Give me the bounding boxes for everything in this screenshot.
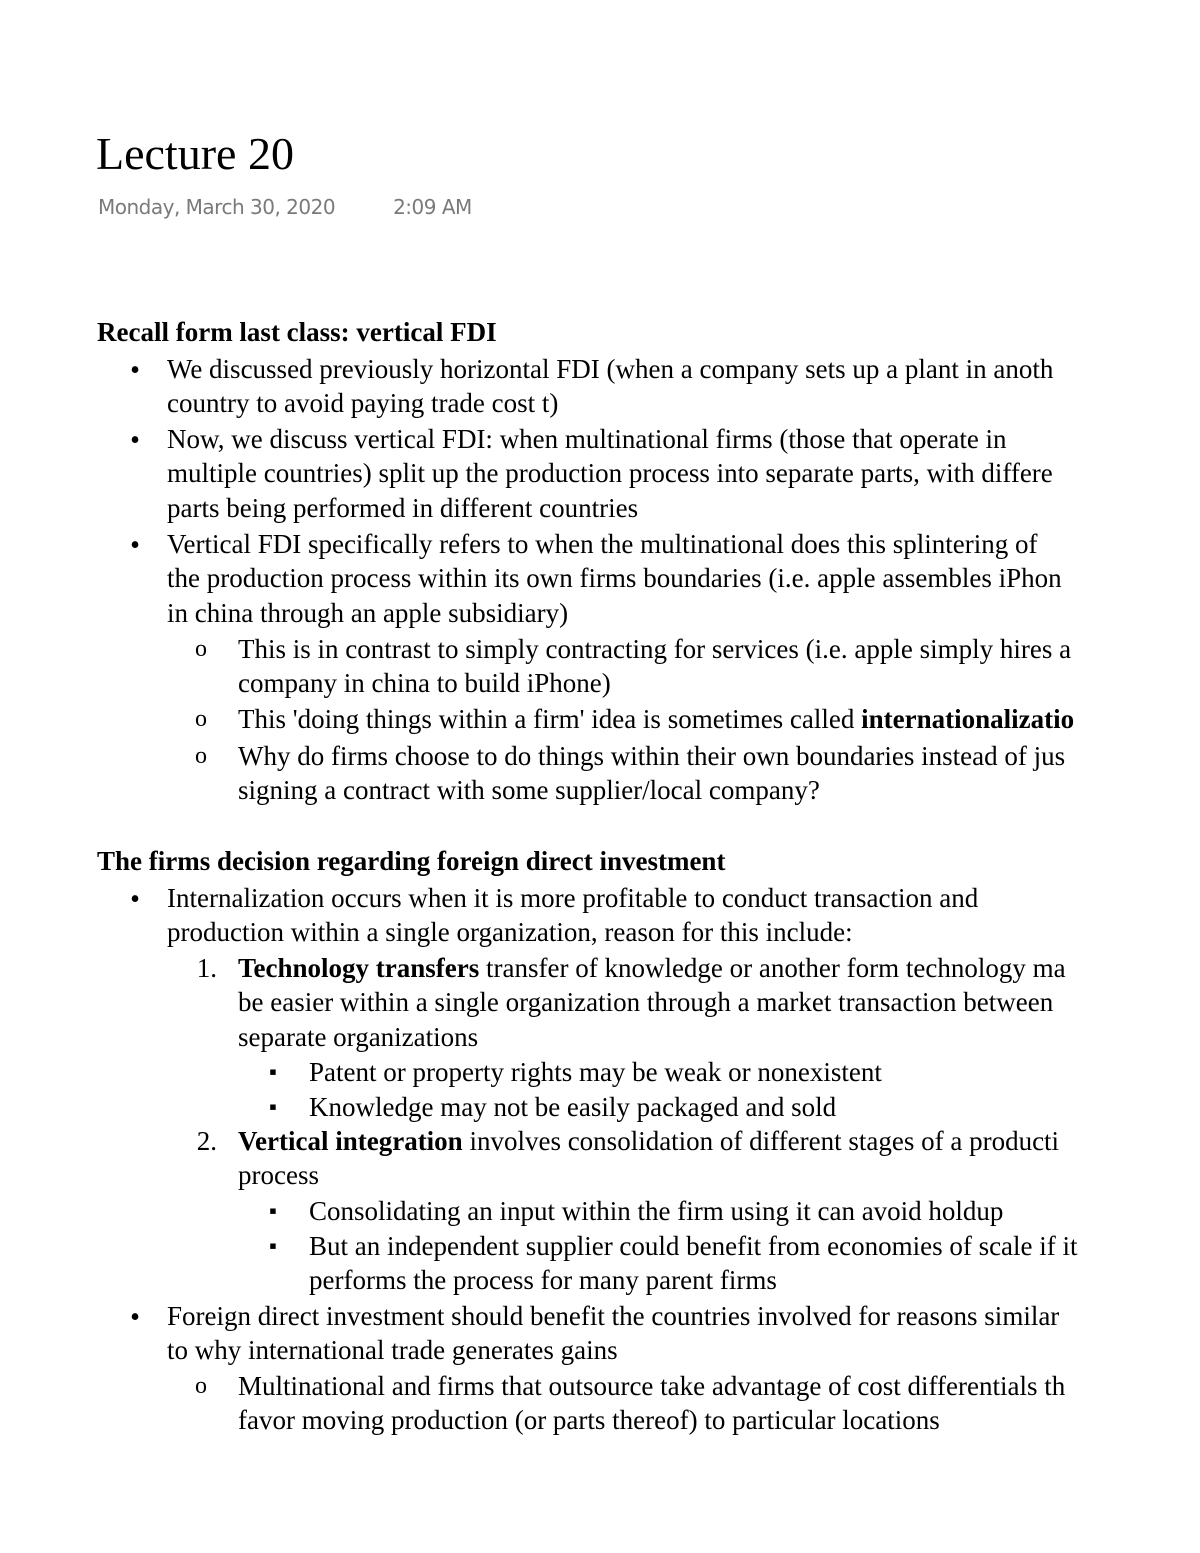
bullet-icon: • — [130, 884, 140, 915]
square-bullet-icon: ▪ — [269, 1233, 277, 1258]
section-heading-fdi-decision: The firms decision regarding foreign direct investment — [97, 846, 726, 876]
square-bullet-icon: ▪ — [269, 1094, 277, 1119]
sub-list-item: Multinational and firms that outsource take advantage of cost differentials th favor moving production (or parts thereof) to particular locations — [238, 1371, 1066, 1436]
page-timestamp — [98, 193, 472, 221]
circle-bullet-icon: o — [195, 743, 207, 769]
list-number: 2. — [196, 1126, 217, 1156]
sub-sub-list-item: Consolidating an input within the firm using it can avoid holdup — [309, 1196, 1004, 1226]
bullet-icon: • — [130, 355, 140, 386]
numbered-item: Technology transfers transfer of knowledge or another form technology ma be easier within a single organization through a market transaction between separate organizations — [238, 953, 1066, 1052]
date-text: Monday, March 30, 2020 — [98, 195, 336, 219]
circle-bullet-icon: o — [195, 1373, 207, 1399]
internalization-term: internationalizatio — [861, 704, 1075, 734]
technology-transfers-term: Technology transfers — [238, 953, 480, 983]
sub-sub-list-item: Knowledge may not be easily packaged and sold — [309, 1092, 837, 1122]
time-text: 2:09 AM — [393, 195, 472, 219]
square-bullet-icon: ▪ — [269, 1198, 277, 1223]
numbered-item: Vertical integration involves consolidation of different stages of a producti process — [238, 1126, 1060, 1191]
list-item: We discussed previously horizontal FDI (when a company sets up a plant in anoth country to avoid paying trade cost t) — [167, 354, 1054, 419]
list-item: Foreign direct investment should benefit the countries involved for reasons similar to why international trade generates gains — [167, 1301, 1060, 1366]
bullet-icon: • — [130, 530, 140, 561]
sub-sub-list-item: Patent or property rights may be weak or nonexistent — [309, 1057, 882, 1087]
vertical-integration-term: Vertical integration — [238, 1126, 463, 1156]
circle-bullet-icon: o — [195, 636, 207, 662]
square-bullet-icon: ▪ — [269, 1059, 277, 1084]
section-heading-vertical-fdi: Recall form last class: vertical FDI — [97, 317, 497, 347]
page-title: Lecture 20 — [96, 128, 294, 179]
list-number: 1. — [196, 953, 217, 983]
sub-list-item: This is in contrast to simply contracting for services (i.e. apple simply hires a company in china to build iPhone) — [238, 634, 1072, 699]
sub-sub-list-item: But an independent supplier could benefit from economies of scale if it performs the process for many parent firms — [309, 1231, 1078, 1296]
bullet-icon: • — [130, 425, 140, 456]
sub-list-item: Why do firms choose to do things within their own boundaries instead of jus signing a contract with some supplier/local company? — [238, 741, 1066, 806]
bullet-icon: • — [130, 1302, 140, 1333]
list-item: Now, we discuss vertical FDI: when multinational firms (those that operate in multiple countries) split up the production process into separate parts, with differe parts being performed in different countries — [167, 424, 1053, 523]
circle-bullet-icon: o — [195, 706, 207, 732]
sub-list-item: This 'doing things within a firm' idea is sometimes called internationalizatio — [238, 704, 1075, 734]
list-item: Internalization occurs when it is more profitable to conduct transaction and production within a single organization, reason for this include: — [167, 883, 979, 948]
list-item: Vertical FDI specifically refers to when the multinational does this splintering of the production process within its own firms boundaries (i.e. apple assembles iPhon in china through an apple subsidiary) — [167, 529, 1062, 628]
